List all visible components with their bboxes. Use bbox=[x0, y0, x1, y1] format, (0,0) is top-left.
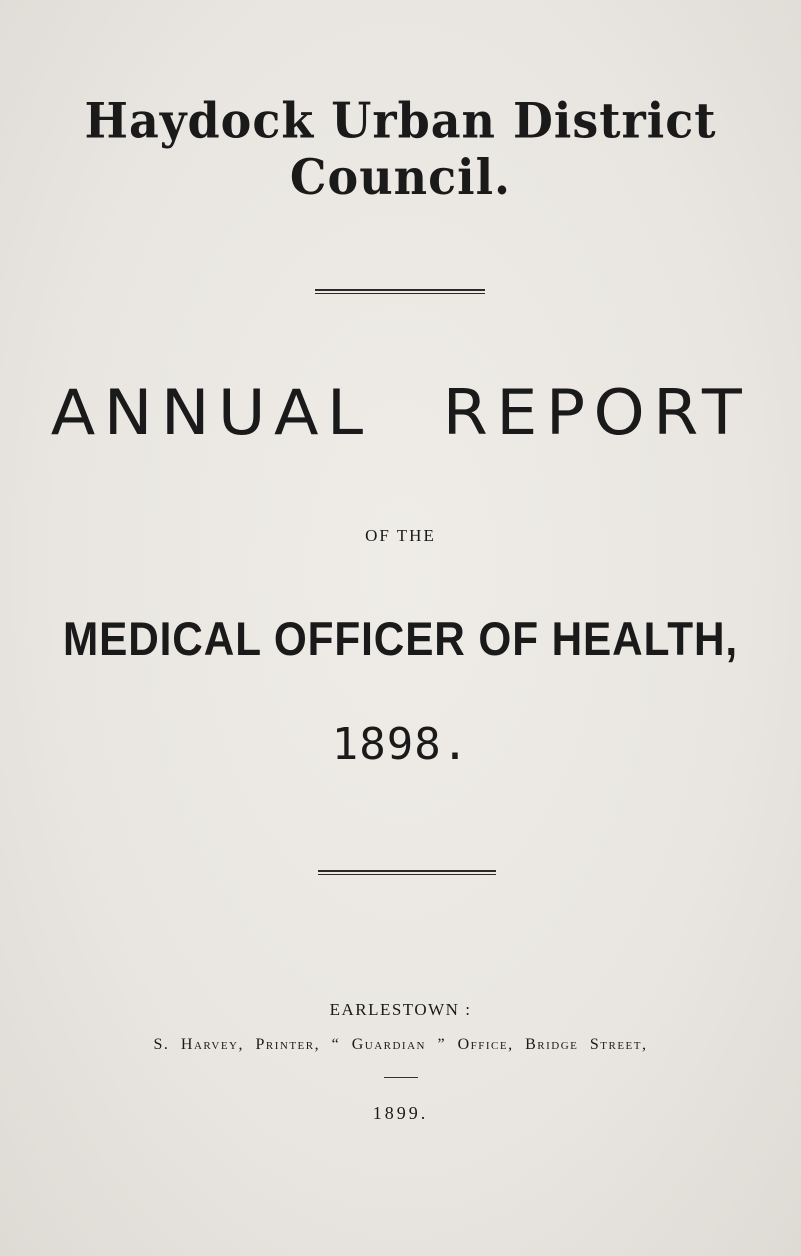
report-title: ANNUAL REPORT bbox=[50, 376, 751, 449]
place-name: EARLESTOWN : bbox=[329, 1000, 472, 1019]
top-divider bbox=[315, 289, 485, 291]
print-year: 1899. bbox=[372, 1103, 429, 1123]
short-divider bbox=[384, 1077, 418, 1078]
council-title: Haydock Urban District Council. bbox=[84, 92, 717, 206]
officer-title: MEDICAL OFFICER OF HEALTH, bbox=[62, 612, 739, 665]
printer-line: S. Harvey, Printer, “ Guardian ” Office, Bridge Street, bbox=[153, 1036, 648, 1053]
middle-divider bbox=[318, 870, 496, 872]
report-year: 1898. bbox=[331, 719, 470, 770]
of-the-text: OF THE bbox=[365, 526, 436, 545]
